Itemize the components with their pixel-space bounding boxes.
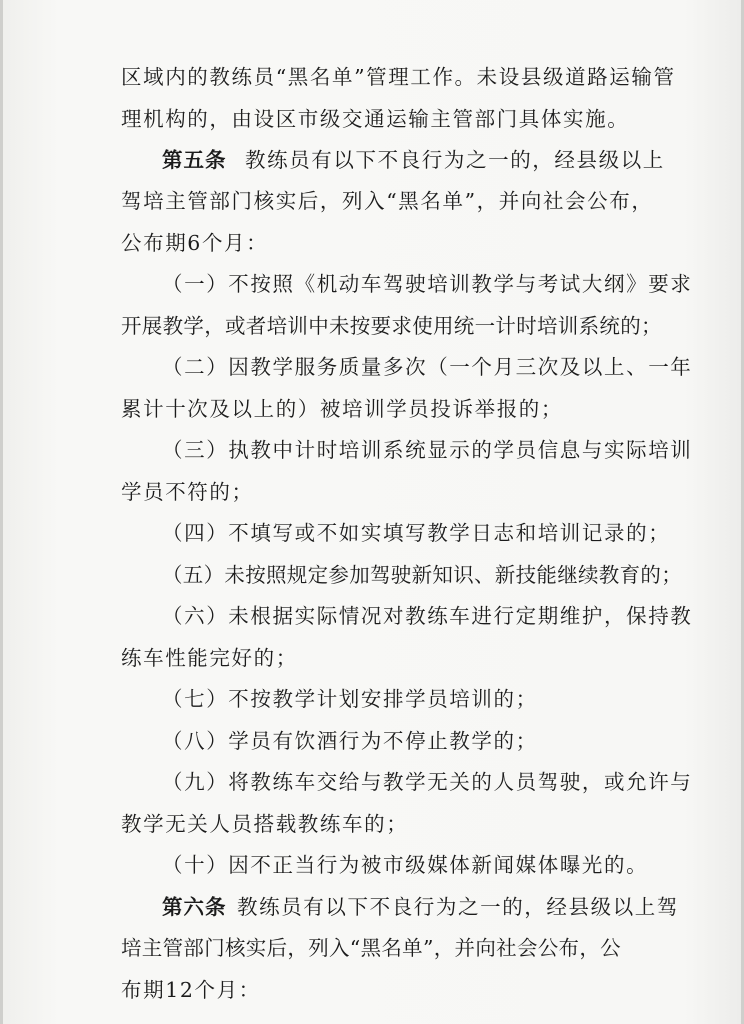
list-item-line <box>0 347 744 387</box>
text-line <box>0 638 744 678</box>
list-item-text: （五）未按照规定参加驾驶新知识、新技能继续教育的； <box>162 563 682 587</box>
text-line <box>0 472 744 512</box>
list-item-line <box>0 679 744 719</box>
article-5-title: 第五条 <box>162 148 227 172</box>
article-6-heading-line <box>0 887 744 927</box>
line-text: 理机构的，由设区市级交通运输主管部门具体实施。 <box>121 107 630 131</box>
list-item-line <box>0 264 744 304</box>
list-item-line <box>0 596 744 636</box>
line-text: 开展教学，或者培训中未按要求使用统一计时培训系统的； <box>121 314 662 338</box>
list-item-line <box>0 430 744 470</box>
list-item-line <box>0 762 744 802</box>
list-item-line <box>0 721 744 761</box>
list-item-text: （六）未根据实际情况对教练车进行定期维护，保持教 <box>162 604 693 628</box>
line-text: 培主管部门核实后，列入“黑名单”，并向社会公布，公 <box>121 936 621 960</box>
article-6-text: 教练员有以下不良行为之一的，经县级以上驾 <box>237 895 679 919</box>
text-line <box>0 804 744 844</box>
list-item-text: （十）因不正当行为被市级媒体新闻媒体曝光的。 <box>162 853 649 877</box>
text-line <box>0 57 744 97</box>
line-text: 驾培主管部门核实后，列入“黑名单”，并向社会公布， <box>121 189 654 213</box>
list-item-line <box>0 845 744 885</box>
article-5-heading-line <box>0 140 744 180</box>
list-item-text: （四）不填写或不如实填写教学日志和培训记录的； <box>162 521 671 545</box>
text-line <box>0 99 744 139</box>
line-text: 公布期6个月： <box>121 231 269 255</box>
list-item-text: （九）将教练车交给与教学无关的人员驾驶，或允许与 <box>162 770 693 794</box>
line-text: 学员不符的； <box>121 480 254 504</box>
line-text: 练车性能完好的； <box>121 646 298 670</box>
list-item-line <box>0 555 744 595</box>
article-5-text: 教练员有以下不良行为之一的，经县级以上 <box>245 148 665 172</box>
text-line <box>0 223 744 263</box>
list-item-line <box>0 513 744 553</box>
line-text: 教学无关人员搭载教练车的； <box>121 812 409 836</box>
line-text: 累计十次及以上的）被培训学员投诉举报的； <box>121 397 563 421</box>
list-item-text: （七）不按教学计划安排学员培训的； <box>162 687 538 711</box>
text-line <box>0 181 744 221</box>
list-item-text: （二）因教学服务质量多次（一个月三次及以上、一年 <box>162 355 693 379</box>
line-text: 区域内的教练员“黑名单”管理工作。未设县级道路运输管 <box>121 65 676 89</box>
list-item-text: （一）不按照《机动车驾驶培训教学与考试大纲》要求 <box>162 272 693 296</box>
text-line <box>0 928 744 968</box>
text-line <box>0 389 744 429</box>
text-line <box>0 306 744 346</box>
list-item-text: （三）执教中计时培训系统显示的学员信息与实际培训 <box>162 438 693 462</box>
text-line <box>0 970 744 1010</box>
article-6-title: 第六条 <box>162 895 227 919</box>
line-text: 布期12个月： <box>121 978 261 1002</box>
list-item-text: （八）学员有饮酒行为不停止教学的； <box>162 729 538 753</box>
